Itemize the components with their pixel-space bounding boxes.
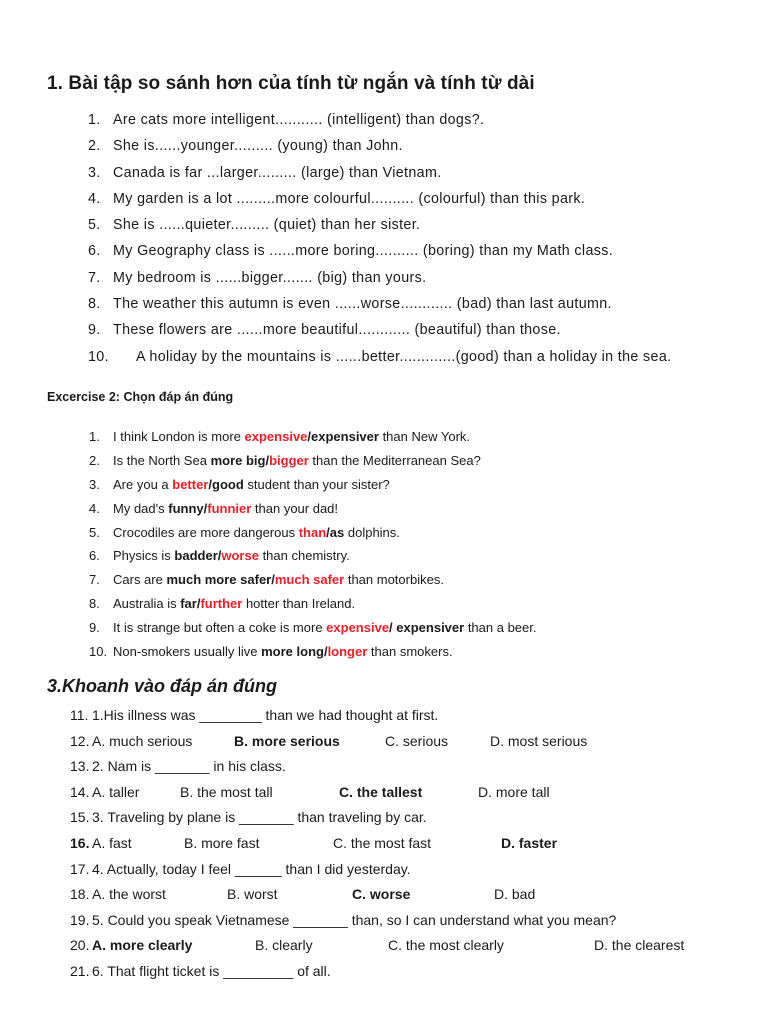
question-row xyxy=(70,935,750,961)
option-a: A. the worst xyxy=(92,886,166,903)
option-d: D. bad xyxy=(494,886,536,903)
list-item: 10. A holiday by the mountains is ......better.............(good) than a holiday in the sea. xyxy=(88,348,672,365)
option-d: D. faster xyxy=(501,834,558,851)
question-text: 5. Could you speak Vietnamese _______ than, so I can understand what you mean? xyxy=(92,911,617,928)
list-item: 9. These flowers are ......more beautiful............ (beautiful) than those. xyxy=(88,322,561,339)
question-number: 19. xyxy=(70,911,90,928)
list-item: 2. She is......younger......... (young) than John. xyxy=(88,138,403,155)
list-item: 3. Canada is far ...larger......... (large) than Vietnam. xyxy=(88,164,442,181)
item-text: than a beer. xyxy=(464,620,537,636)
section1-title: 1. Bài tập so sánh hơn của tính từ ngắn và tính từ dài xyxy=(47,73,535,94)
question-text: 3. Traveling by plane is _______ than traveling by car. xyxy=(92,809,427,826)
question-number: 11. xyxy=(70,707,89,723)
correct-answer: expensive xyxy=(326,620,390,636)
option-a: A. taller xyxy=(92,783,140,800)
item-number: 4. xyxy=(89,500,100,516)
list-item xyxy=(89,547,729,571)
correct-answer: than xyxy=(298,524,327,540)
list-item xyxy=(89,500,729,524)
wrong-answer: /good xyxy=(208,476,244,492)
list-item xyxy=(89,595,729,619)
list-item: 8. The weather this autumn is even ......worse............ (bad) than last autumn. xyxy=(88,296,612,313)
item-text: I think London is more xyxy=(113,429,245,444)
question-row xyxy=(70,961,750,987)
item-number: 5. xyxy=(89,524,100,540)
wrong-answer: badder/ xyxy=(174,548,222,564)
correct-answer: better xyxy=(172,476,209,492)
section3-title: 3.Khoanh vào đáp án đúng xyxy=(47,676,278,696)
question-number: 17. xyxy=(70,860,90,877)
option-c: C. the tallest xyxy=(339,783,423,800)
item-text: than your dad! xyxy=(251,500,339,516)
item-number: 10. xyxy=(89,644,108,660)
wrong-answer: more long/ xyxy=(261,644,328,660)
option-c: C. worse xyxy=(352,886,411,903)
item-text: My dad's xyxy=(113,500,169,516)
list-item xyxy=(89,524,729,548)
question-row xyxy=(70,705,750,731)
item-text: It is strange but often a coke is more xyxy=(113,620,327,636)
item-number: 3. xyxy=(89,476,100,492)
option-c: C. serious xyxy=(385,732,449,749)
question-number: 16. xyxy=(70,834,90,851)
exercise2-list xyxy=(89,428,729,667)
question-text: 1.His illness was ________ than we had thought at first. xyxy=(92,707,439,723)
item-number: 1. xyxy=(89,429,100,444)
list-item xyxy=(89,476,729,500)
question-number: 12. xyxy=(70,732,90,749)
item-number: 9. xyxy=(89,620,100,636)
wrong-answer: /expensiver xyxy=(307,429,379,444)
option-b: B. more serious xyxy=(234,732,340,749)
list-item: 6. My Geography class is ......more boring.......... (boring) than my Math class. xyxy=(88,243,614,260)
option-b: B. more fast xyxy=(184,834,260,851)
exercise1-list xyxy=(88,111,718,388)
correct-answer: much safer xyxy=(274,572,345,588)
question-row xyxy=(70,782,750,808)
item-text: than New York. xyxy=(378,429,471,444)
wrong-answer: / expensiver xyxy=(389,620,465,636)
list-item xyxy=(89,452,729,476)
list-item xyxy=(89,571,729,595)
question-number: 18. xyxy=(70,886,90,903)
question-row xyxy=(70,731,750,757)
item-text: than the Mediterranean Sea? xyxy=(308,452,481,468)
item-text: than motorbikes. xyxy=(344,572,444,588)
question-row xyxy=(70,833,750,859)
item-text: Non-smokers usually live xyxy=(113,644,262,660)
question-row xyxy=(70,807,750,833)
item-number: 7. xyxy=(89,572,100,588)
item-text: Australia is xyxy=(113,596,181,612)
wrong-answer: more big/ xyxy=(210,452,270,468)
option-c: C. the most fast xyxy=(333,834,432,851)
question-text: 4. Actually, today I feel ______ than I did yesterday. xyxy=(92,860,411,877)
list-item xyxy=(89,619,729,643)
list-item xyxy=(89,643,729,667)
question-text: 2. Nam is _______ in his class. xyxy=(92,758,286,775)
question-number: 20. xyxy=(70,937,90,954)
item-text: Physics is xyxy=(113,548,175,564)
question-row xyxy=(70,910,750,936)
question-number: 15. xyxy=(70,809,90,826)
item-text: than smokers. xyxy=(367,644,453,660)
correct-answer: funnier xyxy=(207,500,252,516)
item-text: Is the North Sea xyxy=(113,452,211,468)
question-number: 21. xyxy=(70,962,90,979)
wrong-answer: far/ xyxy=(180,596,201,612)
correct-answer: further xyxy=(200,596,243,612)
question-text: 6. That flight ticket is _________ of all. xyxy=(92,962,331,979)
option-d: D. most serious xyxy=(490,732,588,749)
question-number: 14. xyxy=(70,783,90,800)
option-a: A. fast xyxy=(92,834,132,851)
list-item: 5. She is ......quieter......... (quiet) than her sister. xyxy=(88,217,421,234)
item-number: 8. xyxy=(89,596,100,612)
list-item xyxy=(89,428,729,452)
list-item: 1. Are cats more intelligent........... (intelligent) than dogs?. xyxy=(88,112,485,128)
option-a: A. more clearly xyxy=(92,937,193,954)
option-b: B. clearly xyxy=(255,937,313,954)
correct-answer: worse xyxy=(221,548,259,564)
option-d: D. the clearest xyxy=(594,937,685,954)
item-text: dolphins. xyxy=(344,524,400,540)
item-number: 6. xyxy=(89,548,100,564)
wrong-answer: much more safer/ xyxy=(166,572,275,588)
correct-answer: expensive xyxy=(244,429,308,444)
question-row xyxy=(70,756,750,782)
question-row xyxy=(70,884,750,910)
section2-title: Excercise 2: Chọn đáp án đúng xyxy=(47,390,234,404)
wrong-answer: funny/ xyxy=(168,500,208,516)
item-text: Cars are xyxy=(113,572,167,588)
correct-answer: bigger xyxy=(269,452,309,468)
list-item: 7. My bedroom is ......bigger....... (big) than yours. xyxy=(88,269,427,286)
question-row xyxy=(70,859,750,885)
item-text: than chemistry. xyxy=(258,548,350,564)
option-a: A. much serious xyxy=(92,732,193,749)
item-text: student than your sister? xyxy=(243,476,390,492)
correct-answer: longer xyxy=(327,644,368,660)
exercise3-list xyxy=(70,705,750,987)
item-text: Are you a xyxy=(113,476,173,492)
option-b: B. worst xyxy=(227,886,278,903)
item-text: Crocodiles are more dangerous xyxy=(113,524,299,540)
item-text: hotter than Ireland. xyxy=(242,596,356,612)
list-item: 4. My garden is a lot .........more colourful.......... (colourful) than this park. xyxy=(88,190,586,207)
option-d: D. more tall xyxy=(478,783,550,800)
option-b: B. the most tall xyxy=(180,783,273,800)
option-c: C. the most clearly xyxy=(388,937,504,954)
item-number: 2. xyxy=(89,452,100,468)
wrong-answer: /as xyxy=(326,524,345,540)
question-number: 13. xyxy=(70,758,90,775)
